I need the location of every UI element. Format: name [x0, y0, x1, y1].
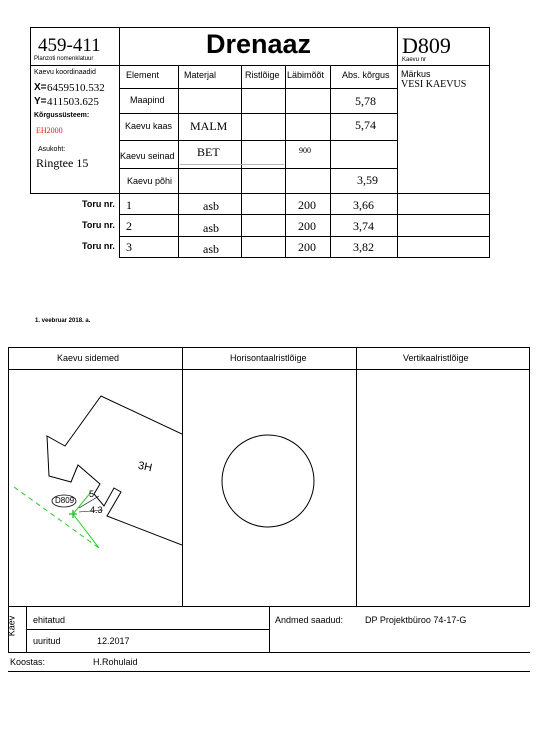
- footer-compiler-value: H.Rohulaid: [93, 657, 138, 667]
- coords-label: Kaevu koordinaadid: [34, 69, 96, 76]
- footer-compiler-label: Koostas:: [10, 657, 46, 667]
- panel-header-horizontal: Horisontaalristlõige: [230, 353, 307, 363]
- well-cross-section: [222, 435, 314, 527]
- panel-header-vertical: Vertikaalristlõige: [403, 353, 469, 363]
- row-element: Maapind: [130, 95, 165, 105]
- panel-header-connections: Kaevu sidemed: [57, 353, 120, 363]
- y-label: Y=: [34, 96, 47, 107]
- y-value: 411503.625: [47, 96, 99, 108]
- pipe-diameter: 200: [298, 240, 316, 254]
- dimension-b: 4.3: [90, 505, 103, 515]
- footer-data-label: Andmed saadud:: [275, 615, 344, 625]
- pipe-material: asb: [203, 242, 219, 256]
- pipe-line: [73, 514, 99, 548]
- col-header-material: Materjal: [184, 70, 217, 80]
- footer-side-label: Kaev: [6, 615, 17, 637]
- col-header-cross: Ristlõige: [245, 70, 280, 80]
- row-diameter: 900: [299, 146, 311, 155]
- footer-built-label: ehitatud: [33, 615, 66, 625]
- footer-surveyed-label: uuritud: [33, 636, 61, 646]
- pipe-label: Toru nr.: [82, 241, 115, 251]
- document-title: Drenaaz: [206, 29, 312, 59]
- row-abs: 3,59: [357, 173, 378, 187]
- nomenclature-value: 459-411: [38, 35, 101, 56]
- row-element: Kaevu põhi: [127, 176, 173, 186]
- dimension-a: 5: [89, 489, 95, 499]
- horizontal-section: [183, 370, 356, 606]
- remark-header: Märkus: [401, 69, 431, 79]
- row-abs: 5,78: [355, 94, 376, 108]
- pipe-abs: 3,82: [353, 240, 374, 254]
- col-header-diameter: Läbimõõt: [287, 70, 325, 80]
- pipe-material: asb: [203, 199, 219, 213]
- row-element: Kaevu seinad: [120, 151, 175, 161]
- location-label: Asukoht:: [38, 146, 66, 153]
- height-system-label: Kõrgussüsteem:: [34, 112, 90, 119]
- well-id-label: Kaevu nr: [402, 57, 427, 63]
- pipe-label: Toru nr.: [82, 199, 115, 209]
- x-label: X=: [34, 82, 47, 93]
- location-value: Ringtee 15: [36, 156, 89, 170]
- nomenclature-label: Planzoti nomenklatuur: [34, 56, 94, 62]
- footer-surveyed-date: 12.2017: [97, 636, 130, 646]
- row-material: BET: [197, 145, 220, 159]
- well-id: D809: [402, 33, 451, 58]
- height-system-value: EH2000: [36, 126, 63, 135]
- pipe-num: 3: [126, 240, 132, 254]
- building-outline: [47, 396, 182, 545]
- site-sketch: [9, 370, 182, 606]
- col-header-abs: Abs. kõrgus: [342, 70, 390, 80]
- footer-data-value: DP Projektbüroo 74-17-G: [365, 615, 467, 625]
- row-abs: 5,74: [355, 118, 376, 132]
- remark-value: VESI KAEVUS: [401, 79, 467, 90]
- row-element: Kaevu kaas: [125, 121, 173, 131]
- pipe-abs: 3,66: [353, 198, 374, 212]
- x-value: 6459510.532: [47, 82, 105, 94]
- pipe-abs: 3,74: [353, 219, 374, 233]
- col-header-element: Element: [126, 70, 160, 80]
- row-material: MALM: [190, 119, 228, 133]
- document-date: 1. veebruar 2018. a.: [35, 318, 91, 324]
- pipe-num: 1: [126, 198, 132, 212]
- well-tag: D809: [55, 496, 75, 505]
- pipe-diameter: 200: [298, 219, 316, 233]
- pipe-num: 2: [126, 219, 132, 233]
- pipe-diameter: 200: [298, 198, 316, 212]
- pipe-label: Toru nr.: [82, 220, 115, 230]
- building-label: 3H: [136, 459, 154, 475]
- pipe-material: asb: [203, 221, 219, 235]
